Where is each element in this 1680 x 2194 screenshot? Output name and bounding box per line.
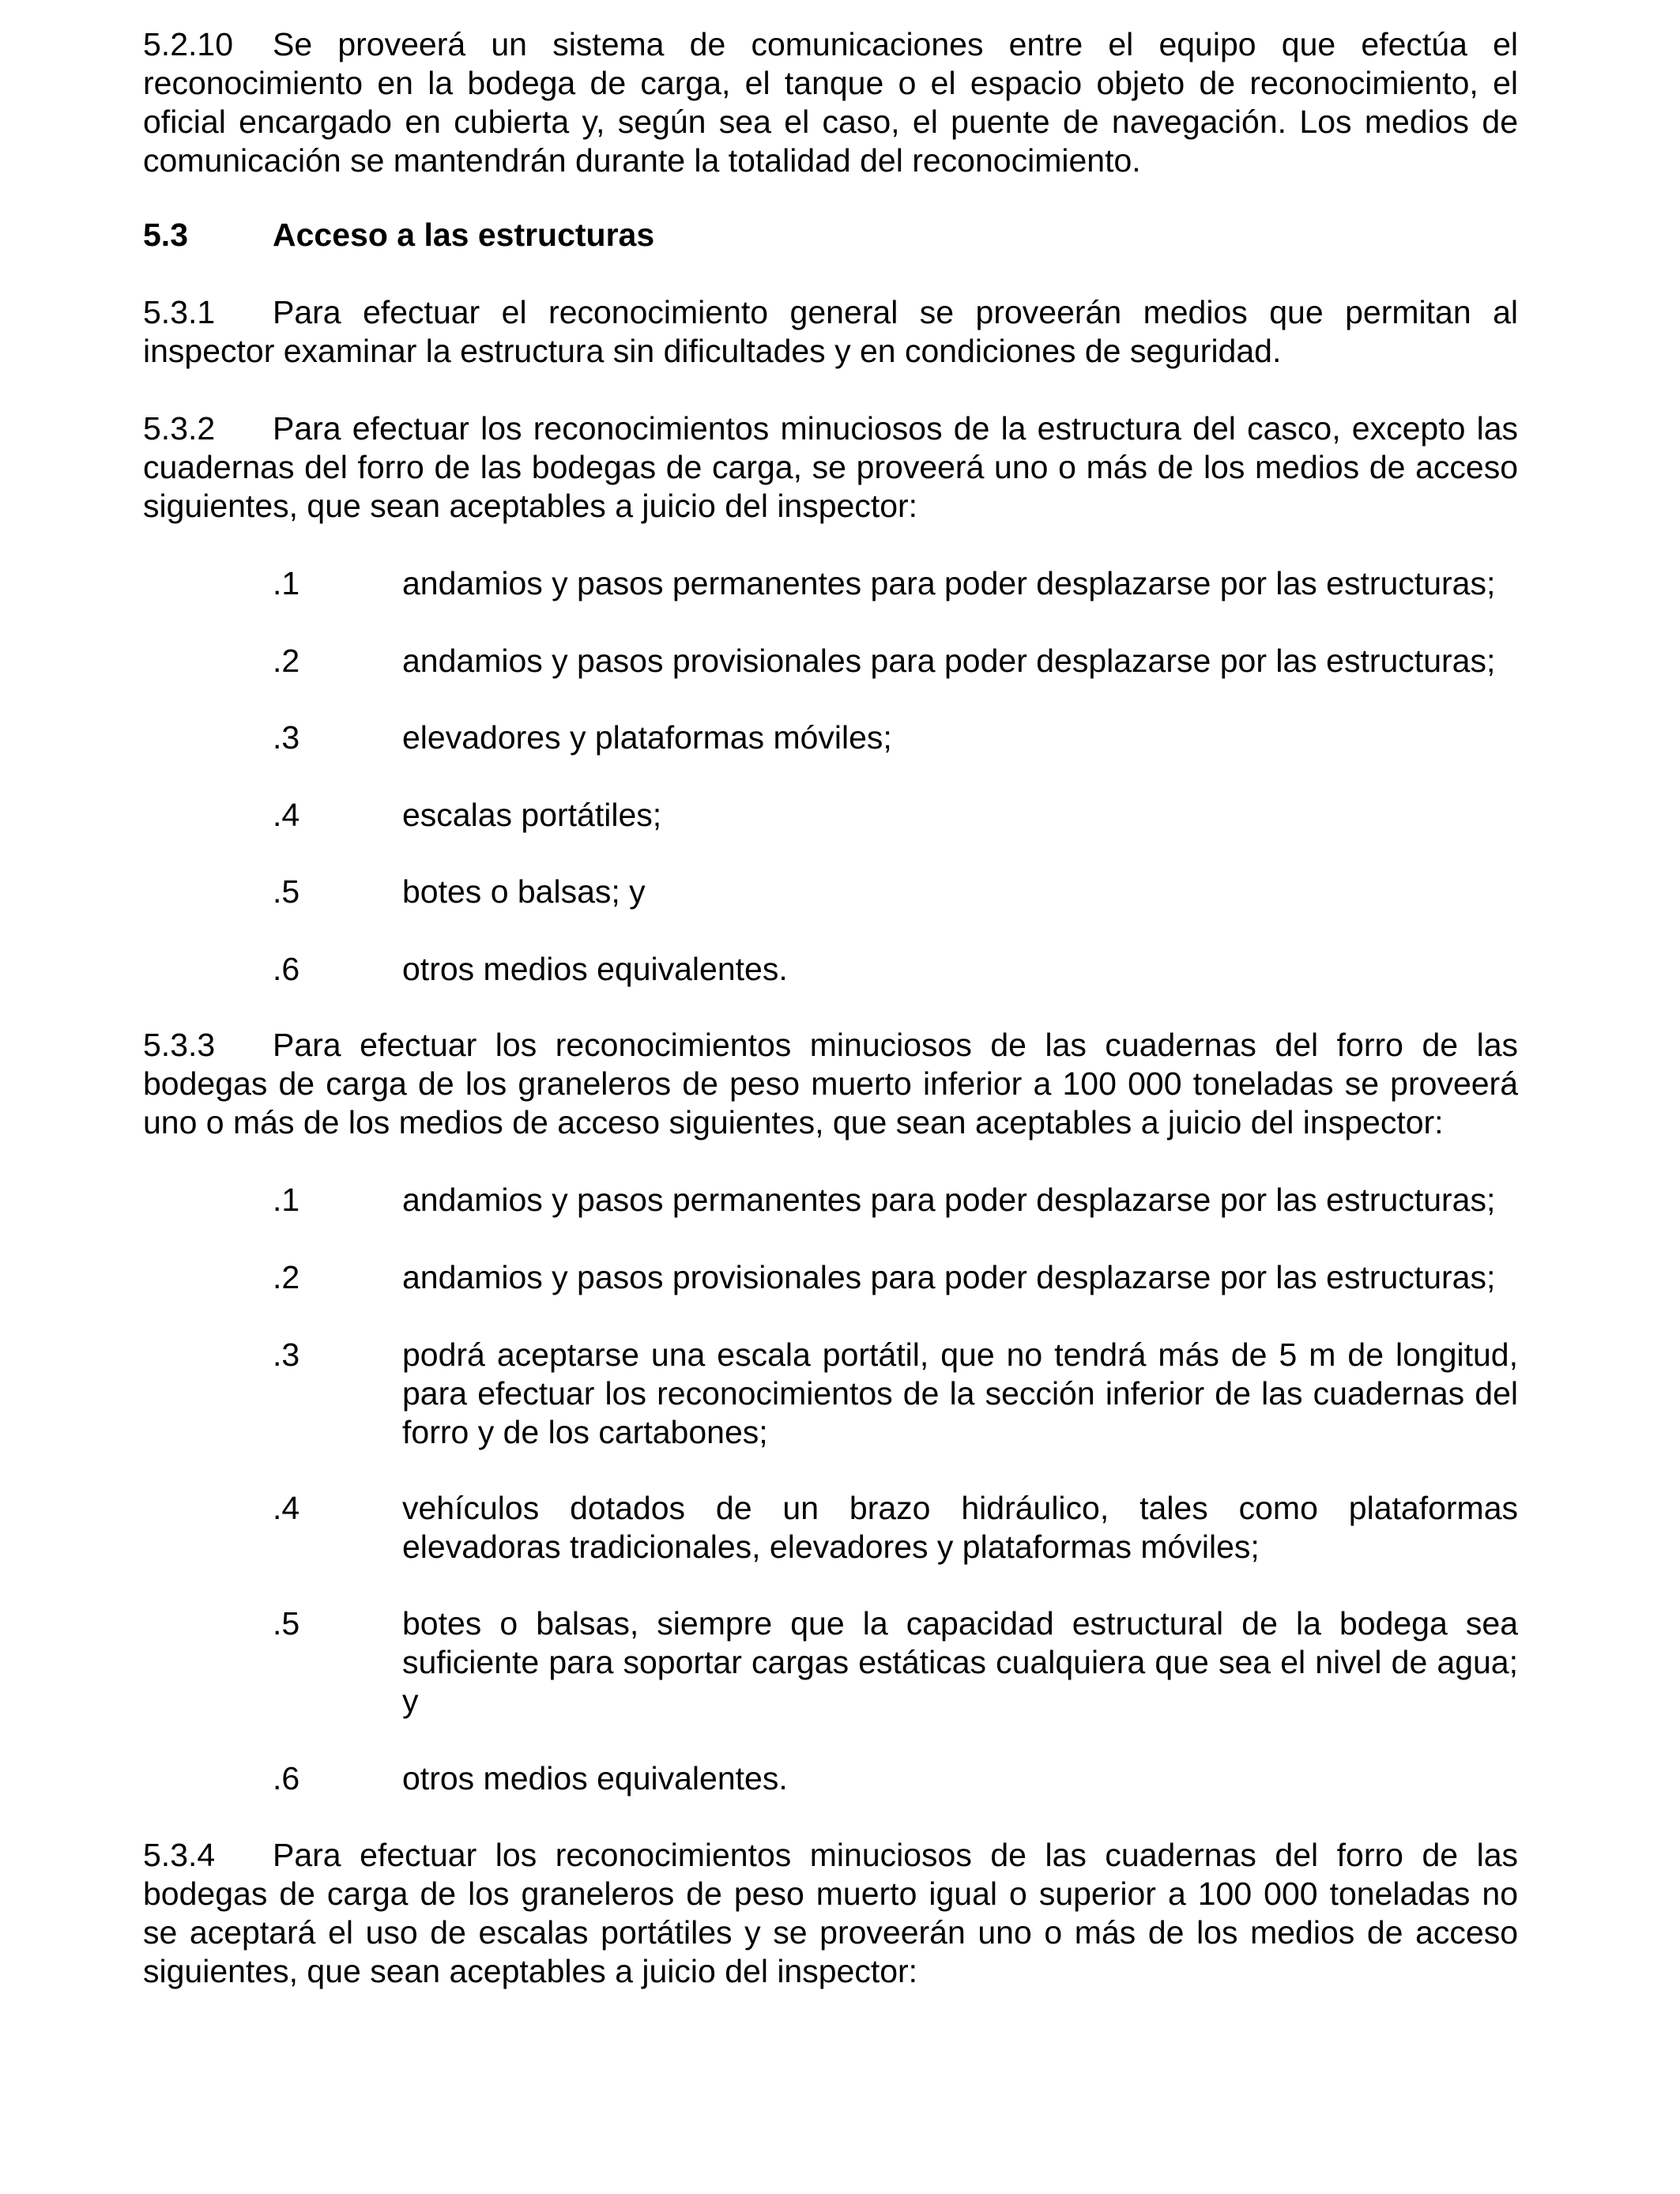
list-item-text: elevadores y plataformas móviles;: [402, 719, 892, 756]
list-item-text: escalas portátiles;: [402, 797, 662, 833]
list-item-text: para efectuar los reconocimientos de la sección inferior de las cuadernas del: [402, 1375, 1518, 1412]
paragraph-5-3-1: [143, 293, 1518, 371]
list-item: [143, 718, 1518, 757]
list-item-text: botes o balsas; y: [402, 873, 646, 910]
paragraph-line: oficial encargado en cubierta y, según sea el caso, el puente de navegación. Los medios de: [143, 104, 1518, 140]
paragraph-number: 5.3.1: [143, 294, 216, 330]
list-item-number: .6: [273, 951, 300, 987]
paragraph-line: cuadernas del forro de las bodegas de carga, se proveerá uno o más de los medios de acceso: [143, 449, 1518, 485]
section-heading-5-3: [143, 216, 1518, 254]
list-item-number: .4: [273, 1490, 300, 1526]
paragraph-number: 5.3.2: [143, 410, 216, 447]
list-item: [143, 950, 1518, 989]
paragraph-5-3-4: [143, 1836, 1518, 1991]
paragraph-line: inspector examinar la estructura sin dificultades y en condiciones de seguridad.: [143, 333, 1282, 369]
list-item-text: andamios y pasos permanentes para poder desplazarse por las estructuras;: [402, 565, 1496, 601]
list-item-text: podrá aceptarse una escala portátil, que no tendrá más de 5 m de longitud,: [402, 1336, 1518, 1373]
list-item-number: .6: [273, 1760, 300, 1796]
list-item-text: andamios y pasos provisionales para poder desplazarse por las estructuras;: [402, 643, 1496, 679]
paragraph-line: bodegas de carga de los graneleros de peso muerto igual o superior a 100 000 toneladas no: [143, 1875, 1518, 1912]
paragraph-line: Para efectuar los reconocimientos minuciosos de las cuadernas del forro de las: [273, 1837, 1518, 1873]
paragraph-line: Se proveerá un sistema de comunicaciones entre el equipo que efectúa el: [273, 26, 1518, 62]
paragraph-5-3-2: [143, 409, 1518, 526]
paragraph-line: siguientes, que sean aceptables a juicio del inspector:: [143, 1953, 918, 1989]
list-item-number: .3: [273, 1336, 300, 1373]
paragraph-line: se aceptará el uso de escalas portátiles y se proveerán uno o más de los medios de acceso: [143, 1914, 1518, 1951]
list-item: [143, 1489, 1518, 1566]
list-item: [143, 1181, 1518, 1220]
list-item: [143, 1336, 1518, 1452]
list-item-number: .1: [273, 565, 300, 601]
paragraph-line: Para efectuar los reconocimientos minuciosos de las cuadernas del forro de las: [273, 1027, 1518, 1063]
list-item-text: vehículos dotados de un brazo hidráulico, tales como plataformas: [402, 1490, 1518, 1526]
paragraph-line: siguientes, que sean aceptables a juicio del inspector:: [143, 488, 918, 524]
list-item-text: otros medios equivalentes.: [402, 1760, 788, 1796]
paragraph-line: comunicación se mantendrán durante la totalidad del reconocimiento.: [143, 142, 1141, 179]
list-item-text: elevadoras tradicionales, elevadores y plataformas móviles;: [402, 1529, 1260, 1565]
list-item-text: y: [402, 1683, 419, 1719]
list-item: [143, 1604, 1518, 1721]
list-item-number: .5: [273, 1605, 300, 1642]
list-item: [143, 564, 1518, 603]
paragraph-line: bodegas de carga de los graneleros de peso muerto inferior a 100 000 toneladas se proveerá: [143, 1065, 1518, 1102]
list-item: [143, 642, 1518, 680]
paragraph-line: uno o más de los medios de acceso siguientes, que sean aceptables a juicio del inspector:: [143, 1104, 1444, 1140]
list-item-text: andamios y pasos provisionales para poder desplazarse por las estructuras;: [402, 1259, 1496, 1295]
heading-title: Acceso a las estructuras: [273, 217, 655, 253]
list-item-number: .3: [273, 719, 300, 756]
list-item-text: botes o balsas, siempre que la capacidad estructural de la bodega sea: [402, 1605, 1518, 1642]
list-item-number: .1: [273, 1182, 300, 1218]
list-item: [143, 873, 1518, 911]
paragraph-line: Para efectuar el reconocimiento general se proveerán medios que permitan al: [273, 294, 1518, 330]
list-item-text: forro y de los cartabones;: [402, 1414, 768, 1450]
paragraph-line: Para efectuar los reconocimientos minuciosos de la estructura del casco, excepto las: [273, 410, 1518, 447]
paragraph-line: reconocimiento en la bodega de carga, el tanque o el espacio objeto de reconocimiento, el: [143, 65, 1518, 101]
paragraph-5-2-10: [143, 25, 1518, 180]
list-item: [143, 796, 1518, 835]
list-item-text: andamios y pasos permanentes para poder desplazarse por las estructuras;: [402, 1182, 1496, 1218]
list-item: [143, 1759, 1518, 1798]
list-item-number: .5: [273, 873, 300, 910]
list-item-number: .2: [273, 643, 300, 679]
heading-number: 5.3: [143, 217, 188, 253]
list-item: [143, 1258, 1518, 1297]
list-item-number: .4: [273, 797, 300, 833]
paragraph-5-3-3: [143, 1026, 1518, 1142]
paragraph-number: 5.2.10: [143, 26, 233, 62]
list-item-number: .2: [273, 1259, 300, 1295]
paragraph-number: 5.3.4: [143, 1837, 216, 1873]
paragraph-number: 5.3.3: [143, 1027, 216, 1063]
list-item-text: suficiente para soportar cargas estáticas cualquiera que sea el nivel de agua;: [402, 1644, 1518, 1680]
list-item-text: otros medios equivalentes.: [402, 951, 788, 987]
